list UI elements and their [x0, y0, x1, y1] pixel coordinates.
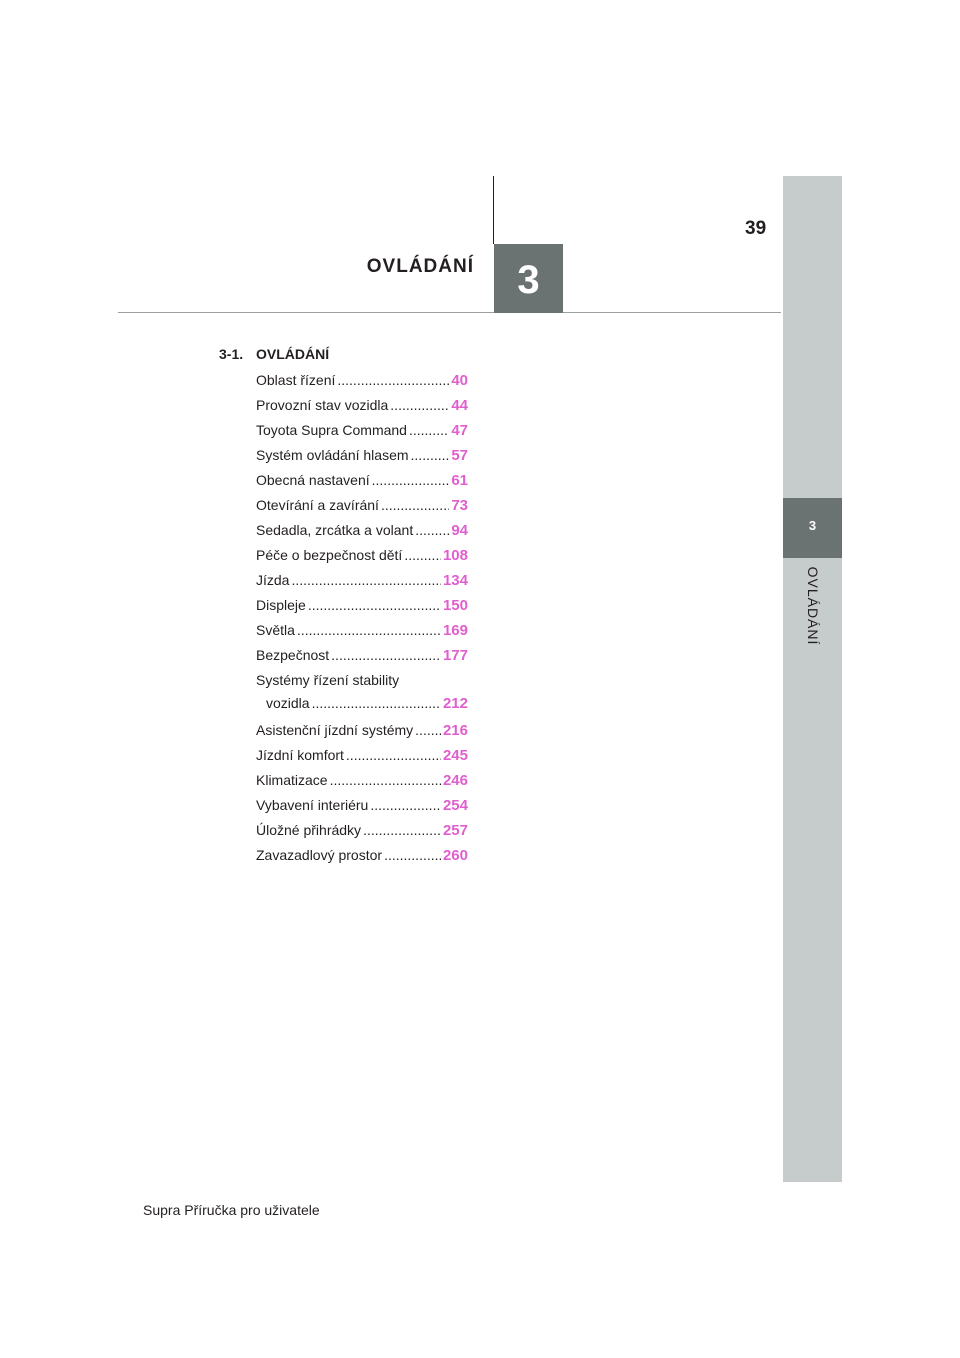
toc-entry[interactable]	[256, 768, 468, 793]
toc-page-link[interactable]: 246	[442, 772, 468, 789]
toc-entry[interactable]	[256, 543, 468, 568]
toc-page-link[interactable]: 216	[442, 722, 468, 739]
toc-page-link[interactable]: 150	[442, 597, 468, 614]
side-strip	[783, 176, 842, 1182]
toc-entry[interactable]	[256, 393, 468, 418]
chapter-title: OVLÁDÁNÍ	[366, 256, 474, 277]
toc-entry-title: Oblast řízení	[256, 372, 336, 388]
toc-leader-dots	[415, 718, 441, 743]
toc-page-link[interactable]: 177	[442, 647, 468, 664]
toc-page-link[interactable]: 47	[451, 422, 468, 439]
table-of-contents	[256, 368, 468, 868]
toc-entry-title: Asistenční jízdní systémy	[256, 722, 414, 738]
toc-page-link[interactable]: 73	[451, 497, 468, 514]
toc-entry-title: Péče o bezpečnost dětí	[256, 547, 403, 563]
toc-entry[interactable]	[256, 643, 468, 668]
section-title: OVLÁDÁNÍ	[256, 346, 330, 362]
toc-entry[interactable]	[256, 793, 468, 818]
toc-entry-title: Jízda	[256, 572, 290, 588]
toc-entry-title: Úložné přihrádky	[256, 822, 362, 838]
toc-entry[interactable]	[256, 468, 468, 493]
toc-leader-dots	[370, 793, 441, 818]
side-chapter-label: OVLÁDÁNÍ	[805, 566, 821, 646]
toc-page-link[interactable]: 134	[442, 572, 468, 589]
toc-leader-dots	[363, 818, 441, 843]
toc-leader-dots	[411, 443, 450, 468]
toc-leader-dots	[381, 493, 449, 518]
toc-entry-title: Otevírání a zavírání	[256, 497, 379, 513]
toc-entry-title: Vybavení interiéru	[256, 797, 369, 813]
toc-entry-title: Systém ovládání hlasem	[256, 447, 409, 463]
toc-leader-dots	[337, 368, 449, 393]
toc-entry[interactable]	[256, 668, 468, 713]
toc-leader-dots	[331, 643, 441, 668]
toc-entry-title: Klimatizace	[256, 772, 328, 788]
toc-leader-dots	[409, 418, 449, 443]
toc-entry-title: Světla	[256, 622, 295, 638]
header-horizontal-rule	[118, 312, 781, 313]
toc-leader-dots	[404, 543, 441, 568]
header-vertical-rule	[493, 176, 494, 244]
toc-page-link[interactable]: 108	[442, 547, 468, 564]
toc-entry-title: Displeje	[256, 597, 306, 613]
toc-page-link[interactable]: 169	[442, 622, 468, 639]
section-number: 3-1.	[219, 346, 244, 362]
toc-page-link[interactable]: 257	[442, 822, 468, 839]
toc-entry[interactable]	[256, 418, 468, 443]
toc-entry-title-continued: vozidla	[266, 695, 310, 711]
toc-entry[interactable]	[256, 718, 468, 743]
toc-leader-dots	[308, 593, 441, 618]
toc-page-link[interactable]: 40	[451, 372, 468, 389]
toc-entry[interactable]	[256, 368, 468, 393]
toc-leader-dots	[330, 768, 441, 793]
toc-entry[interactable]	[256, 843, 468, 868]
toc-entry-title: Zavazadlový prostor	[256, 847, 383, 863]
toc-leader-dots	[346, 743, 441, 768]
toc-leader-dots	[297, 618, 441, 643]
toc-page-link[interactable]: 61	[451, 472, 468, 489]
toc-leader-dots	[384, 843, 441, 868]
footer-text: Supra Příručka pro uživatele	[143, 1202, 320, 1218]
toc-entry[interactable]	[256, 593, 468, 618]
toc-entry-title: Sedadla, zrcátka a volant	[256, 522, 414, 538]
toc-leader-dots	[291, 568, 441, 593]
side-chapter-number: 3	[808, 518, 817, 533]
toc-page-link[interactable]: 245	[442, 747, 468, 764]
toc-page-link[interactable]: 57	[451, 447, 468, 464]
toc-entry[interactable]	[256, 743, 468, 768]
toc-entry[interactable]	[256, 568, 468, 593]
toc-entry-title: Bezpečnost	[256, 647, 330, 663]
toc-leader-dots	[415, 518, 449, 543]
toc-entry-title: Systémy řízení stability	[256, 672, 400, 688]
section-heading	[219, 346, 329, 362]
toc-leader-dots	[372, 468, 450, 493]
toc-page-link[interactable]: 254	[442, 797, 468, 814]
chapter-number: 3	[517, 258, 540, 302]
toc-entry-title: Obecná nastavení	[256, 472, 370, 488]
toc-entry-title: Toyota Supra Command	[256, 422, 407, 438]
toc-page-link[interactable]: 212	[442, 695, 468, 712]
toc-entry[interactable]	[256, 443, 468, 468]
toc-page-link[interactable]: 260	[442, 847, 468, 864]
toc-page-link[interactable]: 94	[451, 522, 468, 539]
toc-leader-dots	[390, 393, 449, 418]
toc-entry-title: Provozní stav vozidla	[256, 397, 389, 413]
toc-entry[interactable]	[256, 518, 468, 543]
toc-entry[interactable]	[256, 493, 468, 518]
toc-leader-dots	[312, 693, 441, 713]
toc-entry[interactable]	[256, 618, 468, 643]
toc-entry-title: Jízdní komfort	[256, 747, 344, 763]
page-number: 39	[745, 218, 767, 239]
toc-page-link[interactable]: 44	[451, 397, 468, 414]
toc-entry[interactable]	[256, 818, 468, 843]
